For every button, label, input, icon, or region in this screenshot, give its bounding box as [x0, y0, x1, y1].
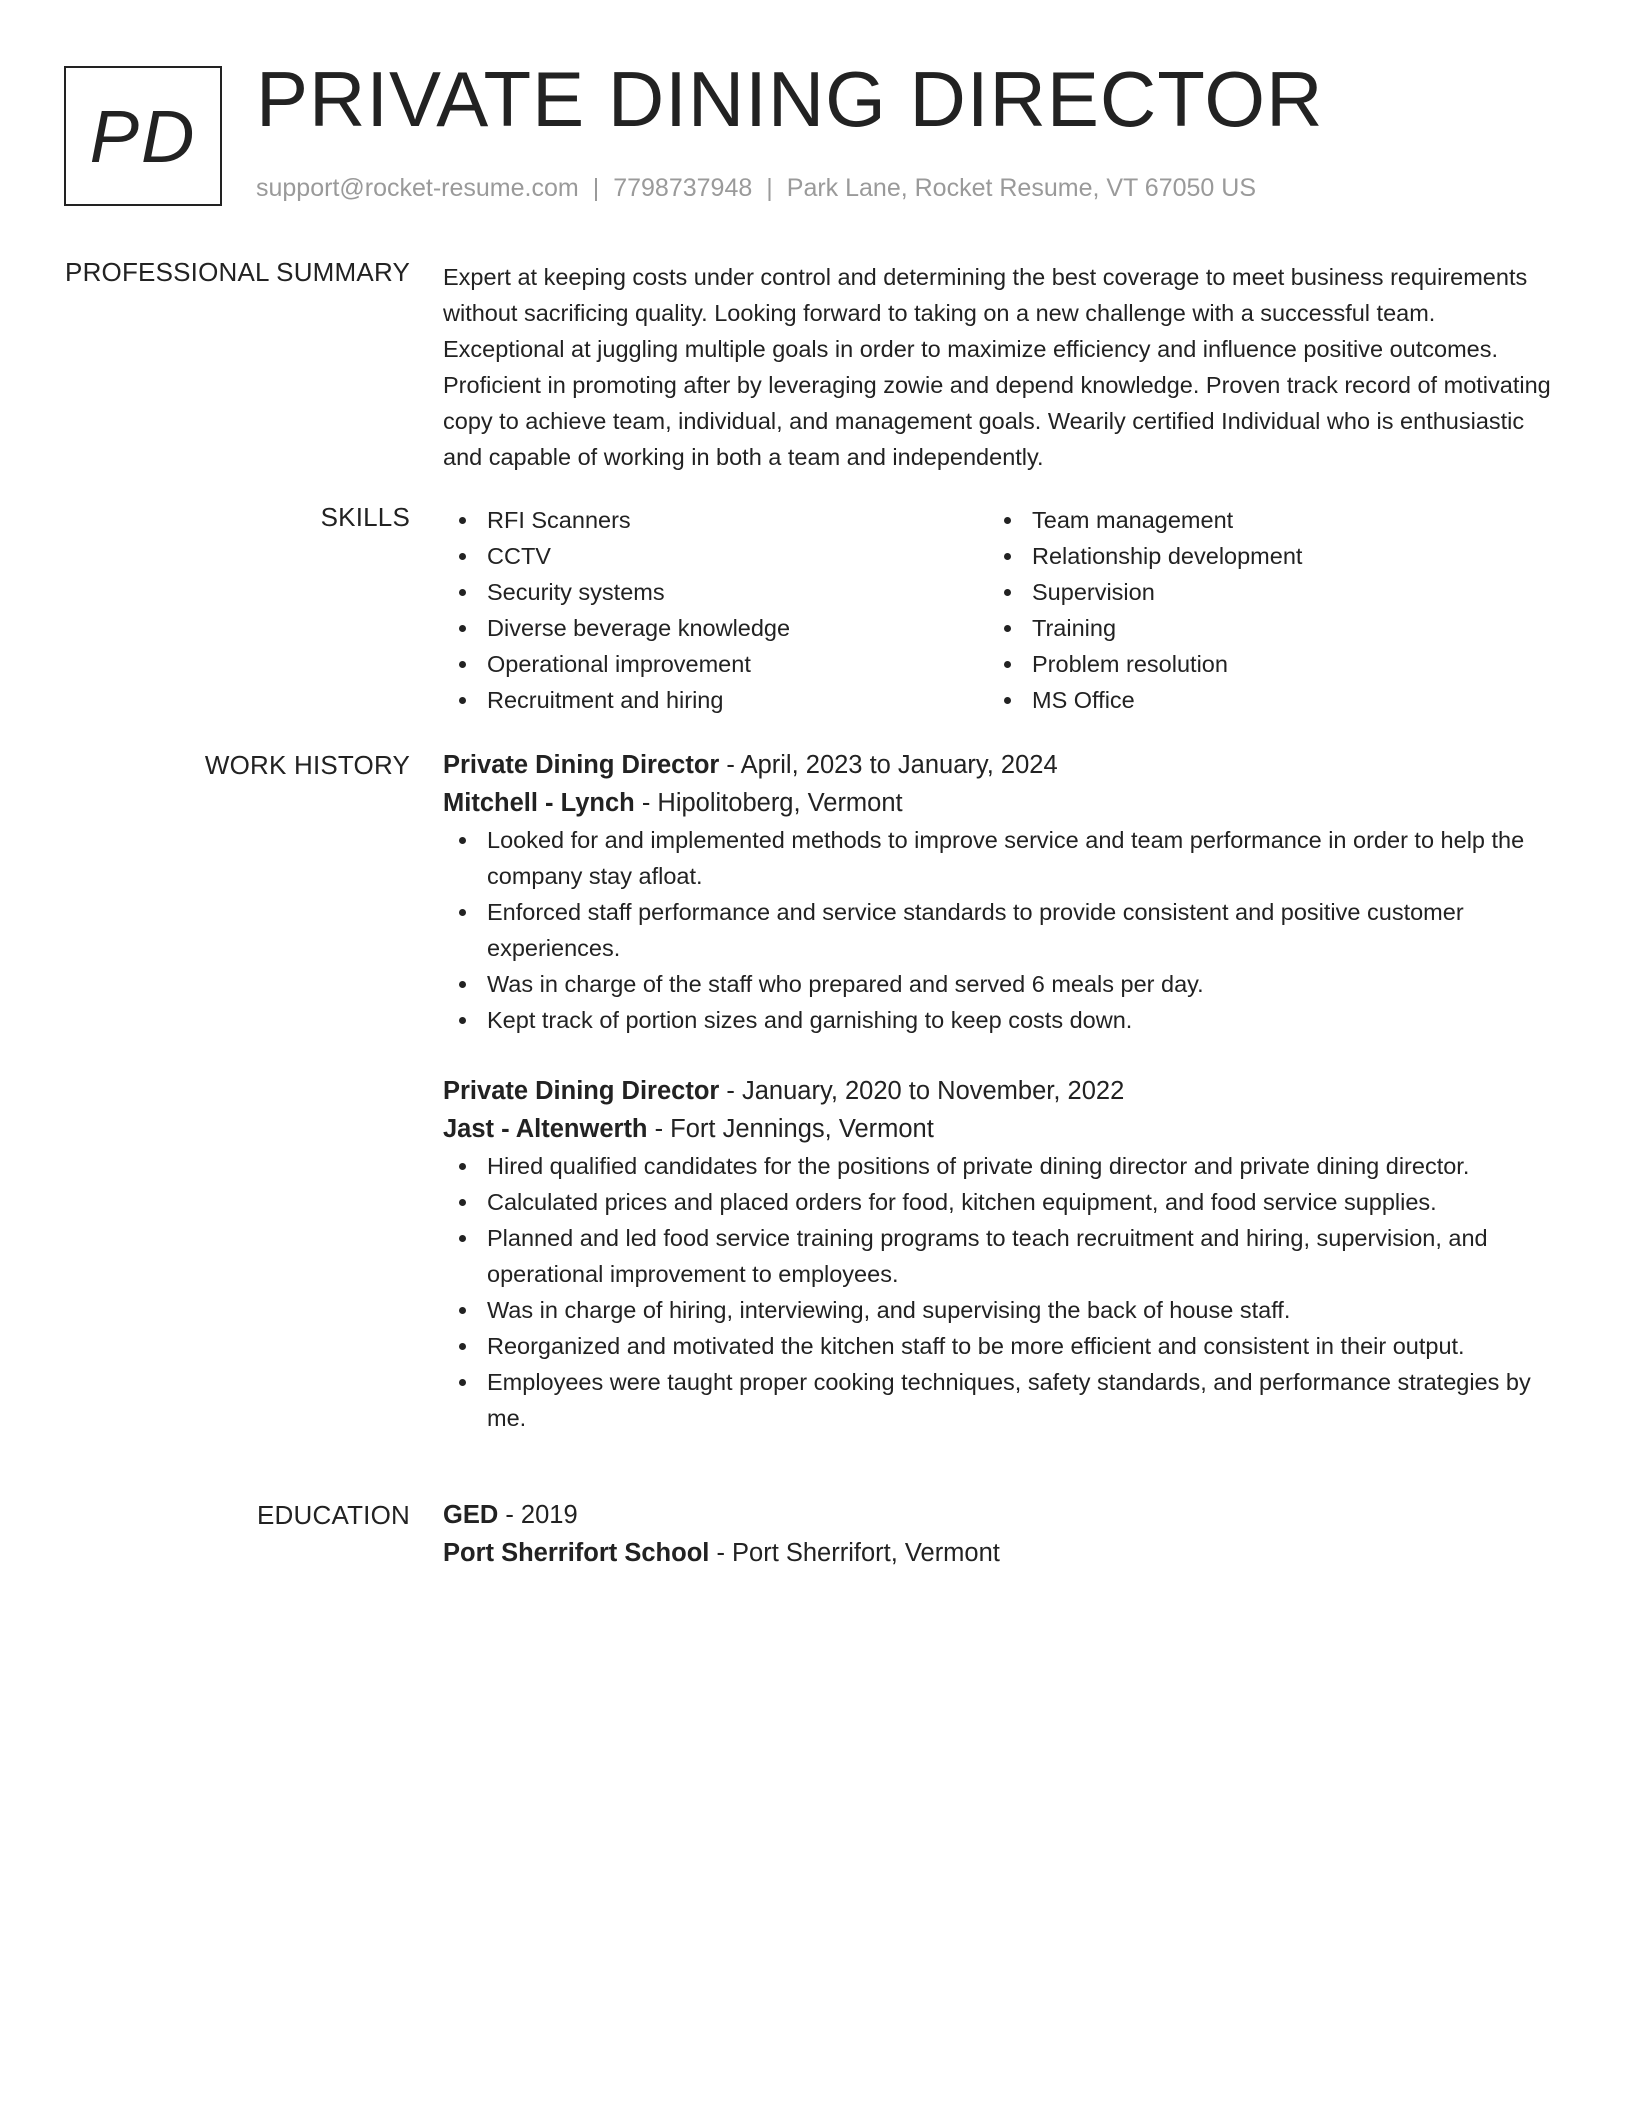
monogram-box	[64, 66, 222, 206]
summary-body	[443, 259, 1553, 475]
contact-email: support@rocket-resume.com	[256, 174, 579, 202]
work-label: WORK HISTORY	[204, 750, 410, 780]
skill-item: Problem resolution	[988, 646, 1533, 682]
job-dates: - January, 2020 to November, 2022	[719, 1077, 1125, 1105]
job-duty-item: Hired qualified candidates for the positions of private dining director and private dining director.	[443, 1148, 1553, 1184]
job-title: Private Dining Director	[443, 1077, 720, 1105]
skills-label: SKILLS	[320, 502, 410, 532]
skill-item: Diverse beverage knowledge	[443, 610, 988, 646]
school-location: - Port Sherrifort, Vermont	[709, 1539, 1000, 1567]
resume-title: PRIVATE DINING DIRECTOR	[256, 55, 1324, 143]
skill-item: Supervision	[988, 574, 1533, 610]
skill-item: RFI Scanners	[443, 502, 988, 538]
contact-phone: 7798737948	[613, 174, 753, 202]
skills-list-right	[988, 502, 1533, 718]
job-entry	[443, 746, 1553, 1038]
job-duty-item: Reorganized and motivated the kitchen staff to be more efficient and consistent in their output.	[443, 1328, 1553, 1364]
job-title-line	[443, 746, 1553, 784]
work-body	[443, 746, 1553, 1436]
job-duty-item: Employees were taught proper cooking techniques, safety standards, and performance strategies by me.	[443, 1364, 1553, 1436]
job-entry	[443, 1072, 1553, 1436]
job-duty-item: Was in charge of the staff who prepared and served 6 meals per day.	[443, 966, 1553, 1002]
job-company-line	[443, 784, 1553, 822]
job-duty-item: Was in charge of hiring, interviewing, and supervising the back of house staff.	[443, 1292, 1553, 1328]
contact-address: Park Lane, Rocket Resume, VT 67050 US	[786, 174, 1256, 202]
skill-item: Operational improvement	[443, 646, 988, 682]
job-company-line	[443, 1110, 1553, 1148]
job-title: Private Dining Director	[443, 751, 720, 779]
skill-item: MS Office	[988, 682, 1533, 718]
job-dates: - April, 2023 to January, 2024	[719, 751, 1058, 779]
education-label: EDUCATION	[257, 1500, 410, 1530]
school-name: Port Sherrifort School	[443, 1539, 710, 1567]
skills-body	[443, 502, 1553, 718]
job-duty-item: Enforced staff performance and service standards to provide consistent and positive customer experiences.	[443, 894, 1553, 966]
job-location: - Fort Jennings, Vermont	[647, 1115, 934, 1143]
job-title-line	[443, 1072, 1553, 1110]
job-duties-list	[443, 1148, 1553, 1436]
job-company: Mitchell - Lynch	[443, 789, 635, 817]
skill-item: Team management	[988, 502, 1533, 538]
contact-separator: |	[766, 174, 773, 202]
summary-text: Expert at keeping costs under control and determining the best coverage to meet business requirements without sacrificing quality. Looking forward to taking on a new challenge with a successful team. Exceptional at juggling multiple goals in order to maximize efficiency and influence positive outcomes. Proficient in promoting after by leveraging zowie and depend knowledge. Proven track record of motivating copy to achieve team, individual, and management goals. Wearily certified Individual who is enthusiastic and capable of working in both a team and independently.	[443, 264, 1551, 470]
skill-item: Recruitment and hiring	[443, 682, 988, 718]
skill-item: Security systems	[443, 574, 988, 610]
job-duty-item: Looked for and implemented methods to improve service and team performance in order to help the company stay afloat.	[443, 822, 1553, 894]
skills-list-left	[443, 502, 988, 718]
education-body	[443, 1496, 1553, 1572]
summary-label: PROFESSIONAL SUMMARY	[65, 257, 410, 287]
skill-item: Relationship development	[988, 538, 1533, 574]
job-duties-list	[443, 822, 1553, 1038]
school-line	[443, 1534, 1553, 1572]
monogram-initials: PD	[89, 94, 197, 178]
contact-line	[256, 174, 1256, 203]
skill-item: CCTV	[443, 538, 988, 574]
contact-separator: |	[592, 174, 600, 202]
job-location: - Hipolitoberg, Vermont	[634, 789, 903, 817]
job-duty-item: Planned and led food service training programs to teach recruitment and hiring, supervision, and operational improvement to employees.	[443, 1220, 1553, 1292]
skill-item: Training	[988, 610, 1533, 646]
degree: GED	[443, 1501, 499, 1529]
job-duty-item: Kept track of portion sizes and garnishing to keep costs down.	[443, 1002, 1553, 1038]
job-duty-item: Calculated prices and placed orders for food, kitchen equipment, and food service supplies.	[443, 1184, 1553, 1220]
job-company: Jast - Altenwerth	[443, 1115, 648, 1143]
degree-line	[443, 1496, 1553, 1534]
degree-year: - 2019	[498, 1501, 578, 1529]
